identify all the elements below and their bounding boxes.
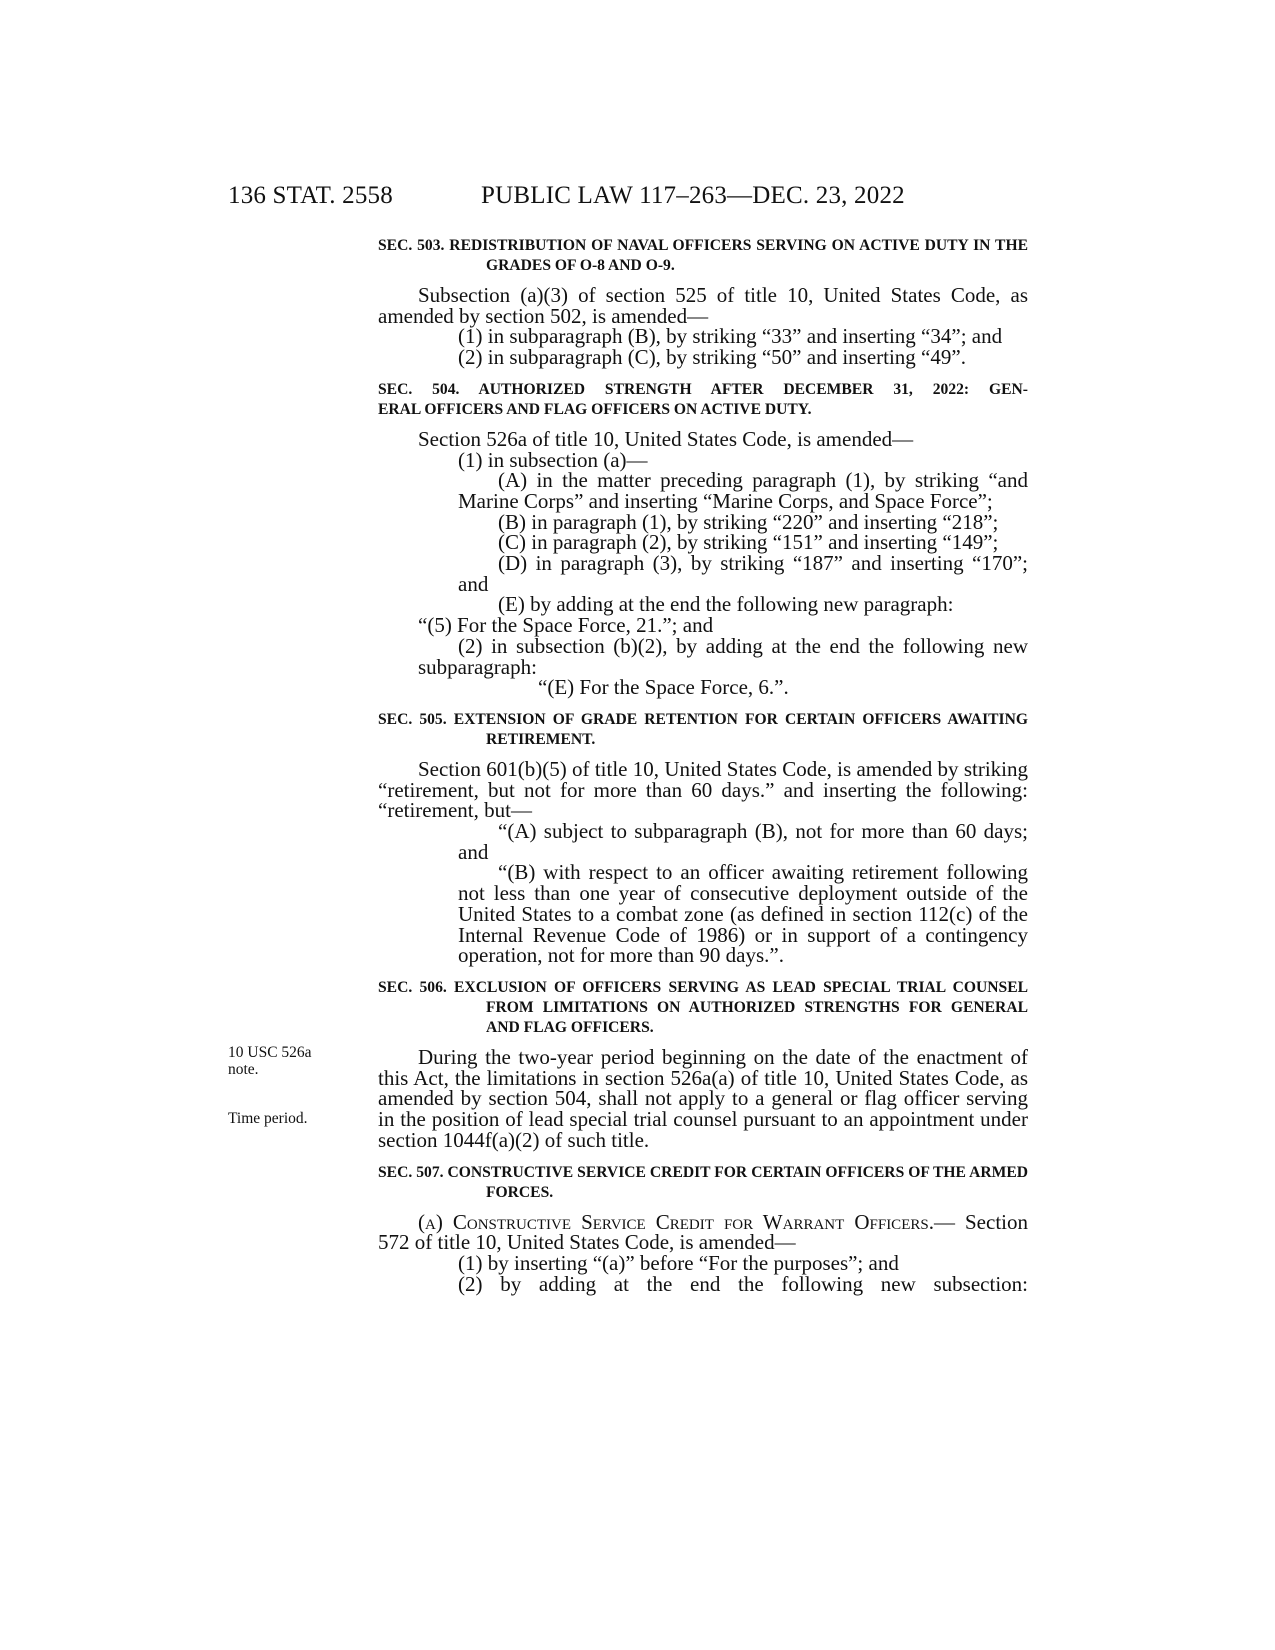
document-body bbox=[378, 236, 1028, 1294]
sec505-para-B: “(B) with respect to an officer awaiting retirement following not less than one year of consecutive deployment outside of the United States to a combat zone (as defined in section 112(c) of the Internal Revenue Code of 1986) or in support of a contingency operation, not for more than 90 days.”. bbox=[458, 860, 1028, 968]
sec504-para-1E-text: “(5) For the Space Force, 21.”; and bbox=[418, 613, 714, 638]
running-title: PUBLIC LAW 117–263—DEC. 23, 2022 bbox=[481, 182, 905, 209]
sec507-subsection-heading: (a) Constructive Service Credit for Warrant Officers.— bbox=[418, 1209, 955, 1234]
sec504-para-2E: “(E) For the Space Force, 6.”. bbox=[538, 675, 789, 700]
sec504-para-1: (1) in subsection (a)— bbox=[458, 447, 648, 472]
sec505-para-A: “(A) subject to subparagraph (B), not for more than 60 days; and bbox=[458, 819, 1028, 864]
sec504-heading-line1: SEC. 504. AUTHORIZED STRENGTH AFTER DECEMBER 31, 2022: GEN- bbox=[378, 380, 1028, 398]
sec504-para-2: (2) in subsection (b)(2), by adding at the end the following new subparagraph: bbox=[418, 633, 1028, 679]
sec504-heading-line2: ERAL OFFICERS AND FLAG OFFICERS ON ACTIVE DUTY. bbox=[378, 400, 812, 418]
sec504-para-1A: (A) in the matter preceding paragraph (1), by striking “and Marine Corps” and inserting “Marine Corps, and Space Force”; bbox=[458, 468, 1028, 513]
section-heading-505: SEC. 505. EXTENSION OF GRADE RETENTION FOR CERTAIN OFFICERS AWAITING RETIREMENT. bbox=[378, 710, 1028, 748]
sec507-para-1: (1) by inserting “(a)” before “For the purposes”; and bbox=[458, 1250, 899, 1275]
sec504-para-1B: (B) in paragraph (1), by striking “220” and inserting “218”; bbox=[498, 509, 999, 534]
sec503-para-1: (1) in subparagraph (B), by striking “33” and inserting “34”; and bbox=[458, 324, 1003, 349]
page-reference: 136 STAT. 2558 bbox=[228, 182, 393, 209]
sec504-para-1D: (D) in paragraph (3), by striking “187” and inserting “170”; and bbox=[458, 551, 1028, 596]
section-heading-506: SEC. 506. EXCLUSION OF OFFICERS SERVING AS LEAD SPECIAL TRIAL COUNSEL FROM LIMITATIONS ON AUTHORIZED STRENGTHS FOR GENERAL AND FLAG OFFICERS. bbox=[378, 978, 1028, 1036]
sec507-para-a bbox=[378, 1209, 1028, 1255]
sec504-para-intro: Section 526a of title 10, United States Code, is amended— bbox=[418, 426, 914, 451]
margin-note-usc: 10 USC 526a note. bbox=[228, 1044, 312, 1078]
sec504-para-1E: (E) by adding at the end the following new paragraph: bbox=[498, 592, 954, 617]
sec507-para-2: (2) by adding at the end the following new subsection: bbox=[458, 1271, 1028, 1296]
sec503-para-2: (2) in subparagraph (C), by striking “50” and inserting “49”. bbox=[458, 345, 966, 370]
sec506-para: During the two-year period beginning on the date of the enactment of this Act, the limitations in section 526a(a) of title 10, United States Code, as amended by section 504, shall not apply to a general or flag officer serving in the position of lead special trial counsel pursuant to an appointment under section 1044f(a)(2) of such title. bbox=[378, 1044, 1028, 1152]
section-heading-507: SEC. 507. CONSTRUCTIVE SERVICE CREDIT FOR CERTAIN OFFICERS OF THE ARMED FORCES. bbox=[378, 1163, 1028, 1201]
page-header bbox=[228, 182, 1028, 216]
section-heading-504 bbox=[378, 380, 1028, 420]
sec507-para-a-text: Section 572 of title 10, United States Code, is amended— bbox=[378, 1209, 1028, 1255]
sec505-para-intro: Section 601(b)(5) of title 10, United States Code, is amended by striking “retirement, but not for more than 60 days.” and inserting the following: “retirement, but— bbox=[378, 756, 1028, 823]
sec504-para-1C: (C) in paragraph (2), by striking “151” and inserting “149”; bbox=[498, 530, 999, 555]
margin-note-time-period: Time period. bbox=[228, 1110, 308, 1127]
section-heading-503: SEC. 503. REDISTRIBUTION OF NAVAL OFFICERS SERVING ON ACTIVE DUTY IN THE GRADES OF O-8 AND O-9. bbox=[378, 237, 1028, 274]
sec503-para-intro: Subsection (a)(3) of section 525 of title 10, United States Code, as amended by section 502, is amended— bbox=[378, 283, 1028, 328]
